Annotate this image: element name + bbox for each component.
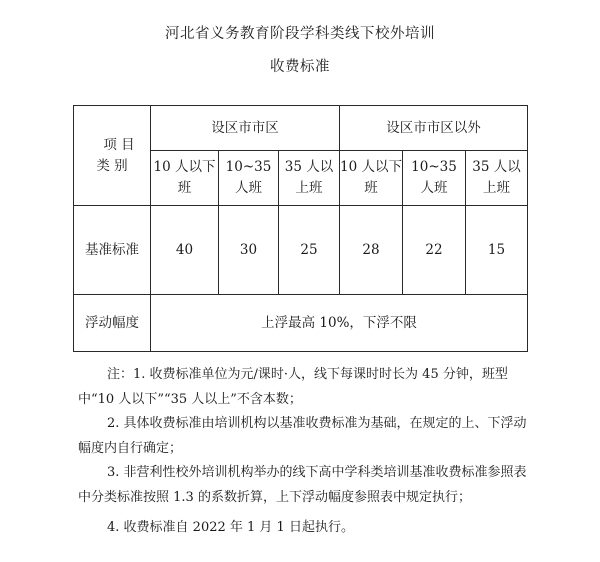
document-title: 河北省义务教育阶段学科类线下校外培训 — [165, 26, 435, 42]
sub-header-cell: 35 人以上班 — [466, 151, 528, 206]
corner-item-label: 项 目 — [103, 136, 135, 153]
table-row — [74, 206, 528, 295]
sub-header-cell: 10 人以下班 — [340, 151, 403, 206]
sub-header-cell: 35 人以上班 — [279, 151, 340, 206]
table-cell: 22 — [403, 206, 466, 295]
table-cell: 28 — [340, 206, 403, 295]
table-row — [74, 295, 528, 352]
note-item: 注：1. 收费标准单位为元/课时·人，线下每课时时长为 45 分钟，班型中“10 人以下”“35 人以上”不含本数； — [78, 367, 508, 407]
table-cell: 25 — [279, 206, 340, 295]
group-header-outside-city: 设区市市区以外 — [340, 106, 528, 151]
group-header-city: 设区市市区 — [151, 106, 340, 151]
sub-header-cell: 10~35 人班 — [219, 151, 279, 206]
note-item: 3. 非营利性校外培训机构举办的线下高中学科类培训基准收费标准参照表中分类标准按照 1.3 的系数折算，上下浮动幅度参照表中规定执行； — [78, 465, 527, 505]
table-cell: 15 — [466, 206, 528, 295]
table-corner-header — [74, 106, 151, 206]
table-cell: 30 — [219, 206, 279, 295]
row-label-float-range: 浮动幅度 — [74, 295, 151, 352]
sub-header-cell: 10~35 人班 — [403, 151, 466, 206]
document-subtitle: 收费标准 — [270, 59, 330, 75]
corner-category-label: 类 别 — [96, 157, 128, 174]
notes-section — [78, 363, 538, 541]
note-item: 4. 收费标准自 2022 年 1 月 1 日起执行。 — [107, 520, 354, 535]
sub-header-cell: 10 人以下班 — [151, 151, 219, 206]
float-range-value: 上浮最高 10%，下浮不限 — [151, 295, 528, 352]
row-label-base-standard: 基准标准 — [74, 206, 151, 295]
fee-table — [73, 105, 528, 352]
table-cell: 40 — [151, 206, 219, 295]
note-item: 2. 具体收费标准由培训机构以基准收费标准为基础，在规定的上、下浮动幅度内自行确定； — [78, 416, 527, 456]
